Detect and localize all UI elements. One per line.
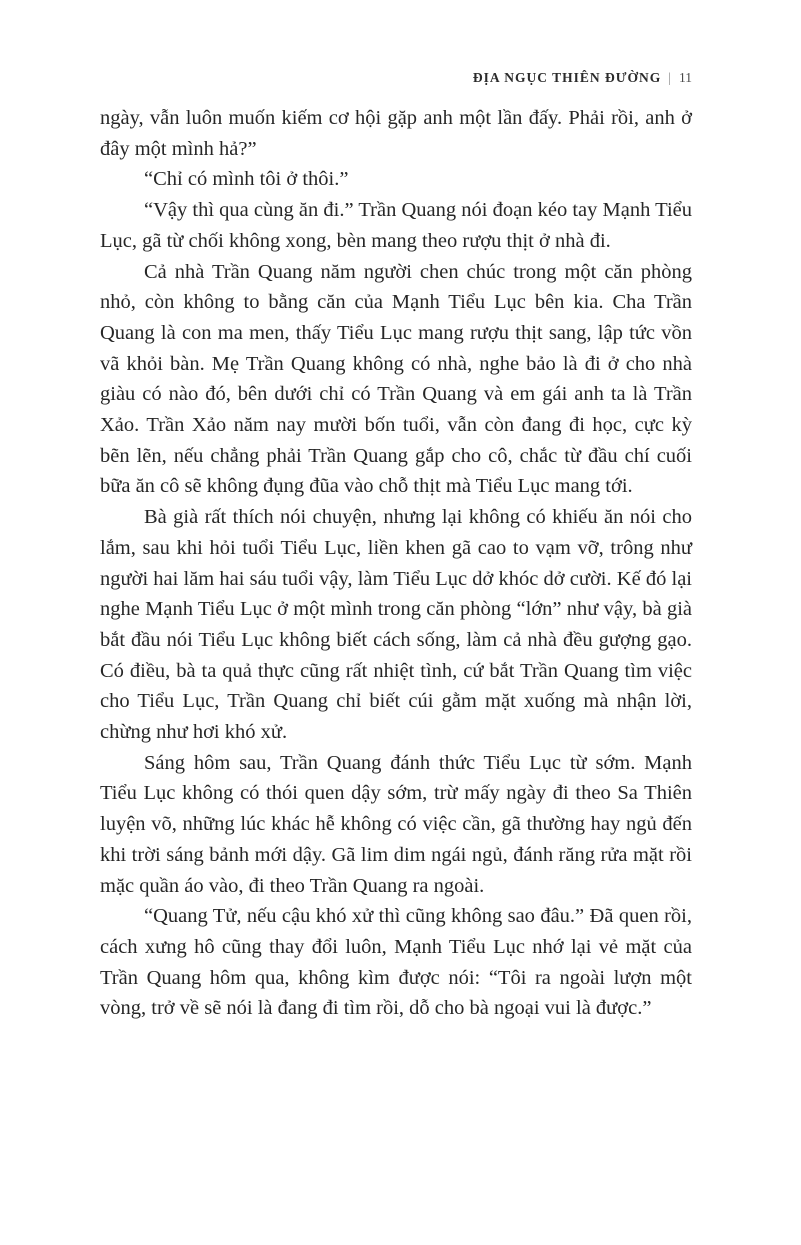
paragraph: “Chỉ có mình tôi ở thôi.” <box>144 168 349 191</box>
paragraph: “Quang Tử, nếu cậu khó xử thì cũng không sao đâu.” Đã quen rồi, cách xưng hô cũng thay đổi luôn, Mạnh Tiểu Lục nhớ lại vẻ mặt của Trần Quang hôm qua, không kìm được nói: “Tôi ra ngoài lượn một vòng, trở về sẽ nói là đang đi tìm rồi, dỗ cho bà ngoại vui là được.” <box>100 905 692 1020</box>
paragraph: ngày, vẫn luôn muốn kiếm cơ hội gặp anh một lần đấy. Phải rồi, anh ở đây một mình hả?” <box>100 107 692 160</box>
header-separator: | <box>668 70 672 85</box>
paragraph: Cả nhà Trần Quang năm người chen chúc trong một căn phòng nhỏ, còn không to bằng căn của Mạnh Tiểu Lục bên kia. Cha Trần Quang là con ma men, thấy Tiểu Lục mang rượu thịt sang, lập tức vồn vã khỏi bàn. Mẹ Trần Quang không có nhà, nghe bảo là đi ở cho nhà giàu có nào đó, bên dưới chỉ có Trần Quang và em gái anh ta là Trần Xảo. Trần Xảo năm nay mười bốn tuổi, vẫn còn đang đi học, cực kỳ bẽn lẽn, nếu chẳng phải Trần Quang gắp cho cô, chắc từ đầu chí cuối bữa ăn cô sẽ không đụng đũa vào chỗ thịt mà Tiểu Lục mang tới. <box>100 260 692 498</box>
paragraph: Bà già rất thích nói chuyện, nhưng lại không có khiếu ăn nói cho lắm, sau khi hỏi tuổi Tiểu Lục, liền khen gã cao to vạm vỡ, trông như người hai lăm hai sáu tuổi vậy, làm Tiểu Lục dở khóc dở cười. Kế đó lại nghe Mạnh Tiểu Lục ở một mình trong căn phòng “lớn” như vậy, bà già bắt đầu nói Tiểu Lục không biết cách sống, làm cả nhà đều gượng gạo. Có điều, bà ta quả thực cũng rất nhiệt tình, cứ bắt Trần Quang tìm việc cho Tiểu Lục, Trần Quang chỉ biết cúi gằm mặt xuống mà nhận lời, chừng như hơi khó xử. <box>100 506 692 744</box>
page-number: 11 <box>679 70 692 85</box>
page-body <box>100 103 692 1024</box>
header-title: ĐỊA NGỤC THIÊN ĐƯỜNG <box>472 70 662 85</box>
paragraph: “Vậy thì qua cùng ăn đi.” Trần Quang nói đoạn kéo tay Mạnh Tiểu Lục, gã từ chối không xong, bèn mang theo rượu thịt ở nhà đi. <box>100 199 692 252</box>
paragraph: Sáng hôm sau, Trần Quang đánh thức Tiểu Lục từ sớm. Mạnh Tiểu Lục không có thói quen dậy sớm, trừ mấy ngày đi theo Sa Thiên luyện võ, những lúc khác hễ không có việc cần, gã thường hay ngủ đến khi trời sáng bảnh mới dậy. Gã lim dim ngái ngủ, đánh răng rửa mặt rồi mặc quần áo vào, đi theo Trần Quang ra ngoài. <box>100 751 692 897</box>
running-header <box>100 70 692 86</box>
